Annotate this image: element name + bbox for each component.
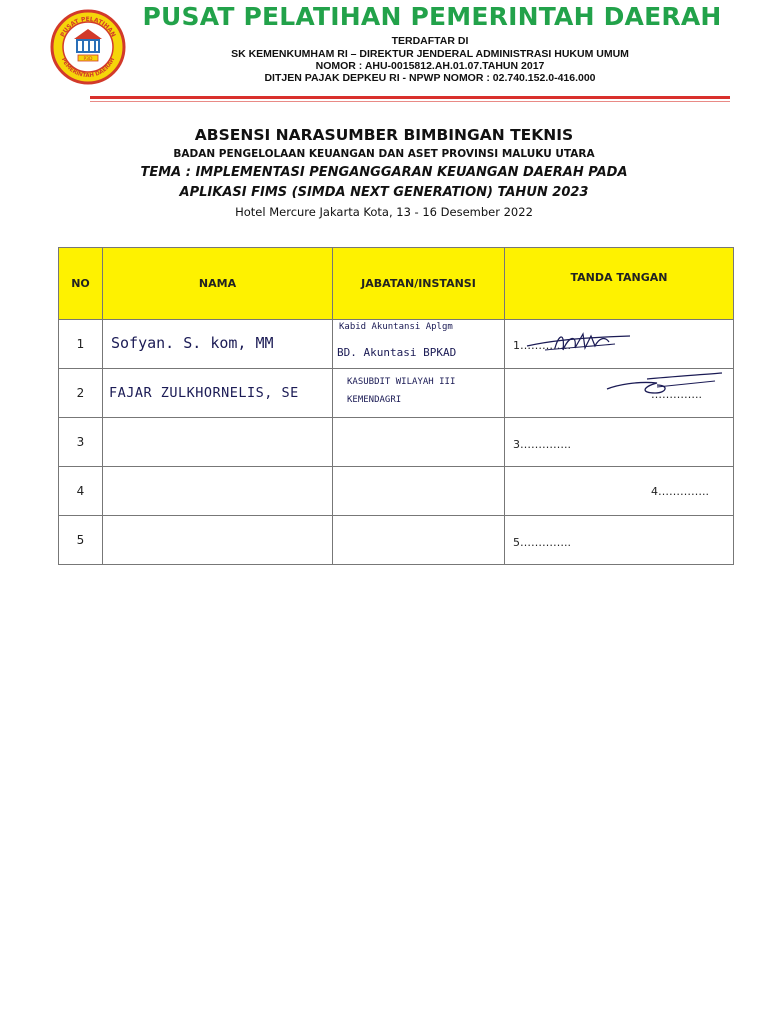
signature-cell — [505, 418, 734, 467]
row-number: 3 — [59, 418, 103, 467]
row-number: 1 — [59, 320, 103, 369]
signature-mark — [597, 371, 727, 401]
tema-line-1: TEMA : IMPLEMENTASI PENGANGGARAN KEUANGAN DAERAH PADA — [140, 165, 628, 180]
row-number: 5 — [59, 516, 103, 565]
signature-mark — [525, 324, 635, 358]
signature-cell — [505, 516, 734, 565]
row-number: 2 — [59, 369, 103, 418]
signature-line: 1………….. — [513, 339, 571, 352]
logo-text-top: PUSAT PELATIHAN — [59, 15, 117, 39]
table-row — [59, 418, 734, 467]
handwritten-position-1: KASUBDIT WILAYAH III — [347, 377, 456, 387]
document-subtitle: BADAN PENGELOLAAN KEUANGAN DAN ASET PROVINSI MALUKU UTARA — [173, 148, 595, 160]
position-cell — [333, 516, 505, 565]
logo-ribbon-text: P3D — [83, 57, 93, 62]
handwritten-position-1: Kabid Akuntansi Aplgm — [339, 322, 453, 332]
handwritten-position-2: BD. Akuntasi BPKAD — [337, 346, 457, 359]
name-cell — [103, 516, 333, 565]
handwritten-position-2: KEMENDAGRI — [347, 395, 402, 405]
signature-line: 5………….. — [513, 536, 571, 549]
name-cell — [103, 418, 333, 467]
col-header-tanda-tangan: TANDA TANGAN — [505, 248, 734, 320]
name-cell — [103, 467, 333, 516]
signature-cell — [505, 320, 734, 369]
position-cell — [333, 369, 505, 418]
handwritten-name: FAJAR ZULKHORNELIS, SE — [109, 385, 299, 401]
org-logo — [50, 9, 126, 85]
table-header-row — [59, 248, 734, 320]
signature-cell — [505, 369, 734, 418]
document-title: ABSENSI NARASUMBER BIMBINGAN TEKNIS — [194, 126, 574, 144]
nomor-line: NOMOR : AHU-0015812.AH.01.07.TAHUN 2017 — [315, 60, 545, 72]
name-cell — [103, 320, 333, 369]
position-cell — [333, 418, 505, 467]
org-name: PUSAT PELATIHAN PEMERINTAH DAERAH — [142, 2, 722, 31]
col-header-nama: NAMA — [103, 248, 333, 320]
name-cell — [103, 369, 333, 418]
position-cell — [333, 320, 505, 369]
col-header-jabatan: JABATAN/INSTANSI — [333, 248, 505, 320]
table-row — [59, 467, 734, 516]
table-row — [59, 320, 734, 369]
handwritten-name: Sofyan. S. kom, MM — [111, 334, 274, 352]
table-row — [59, 369, 734, 418]
npwp-line: DITJEN PAJAK DEPKEU RI - NPWP NOMOR : 02.740.152.0-416.000 — [264, 72, 596, 84]
col-header-no: NO — [59, 248, 103, 320]
registered-label: TERDAFTAR DI — [391, 35, 469, 47]
tema-line-2: APLIKASI FIMS (SIMDA NEXT GENERATION) TAHUN 2023 — [179, 185, 589, 200]
logo-text-bottom: PEMERINTAH DAERAH — [59, 57, 117, 80]
header-rule-thin — [90, 101, 730, 102]
signature-cell — [505, 467, 734, 516]
position-cell — [333, 467, 505, 516]
venue-line: Hotel Mercure Jakarta Kota, 13 - 16 Desember 2022 — [235, 205, 533, 219]
table-row — [59, 516, 734, 565]
header-rule — [90, 96, 730, 99]
attendance-table — [58, 247, 734, 565]
sk-line: SK KEMENKUMHAM RI – DIREKTUR JENDERAL ADMINISTRASI HUKUM UMUM — [231, 48, 629, 60]
signature-line: 4………….. — [651, 485, 709, 498]
signature-line: ………….. — [651, 388, 702, 401]
row-number: 4 — [59, 467, 103, 516]
signature-line: 3………….. — [513, 438, 571, 451]
